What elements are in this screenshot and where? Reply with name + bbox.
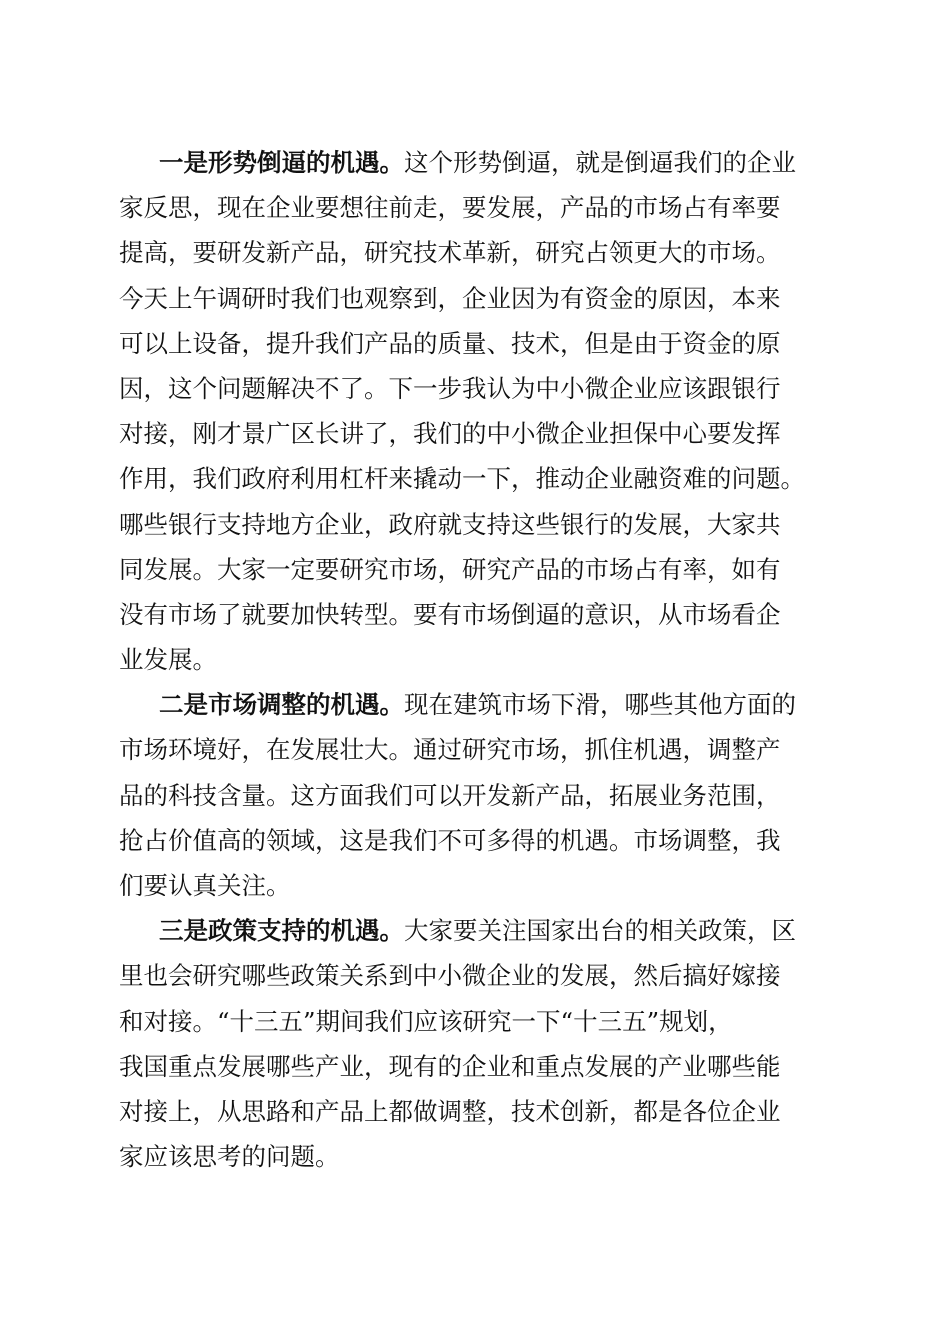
paragraph-line: 里也会研究哪些政策关系到中小微企业的发展，然后搞好嫁接 [119,961,781,991]
paragraph-line: 今天上午调研时我们也观察到，企业因为有资金的原因，本来 [119,283,781,313]
paragraph-heading: 二是市场调整的机遇。 [159,690,404,720]
paragraph-text: 现在建筑市场下滑，哪些其他方面的 [404,690,796,720]
paragraph-line: 没有市场了就要加快转型。要有市场倒逼的意识，从市场看企 [119,599,781,629]
paragraph-1 [119,140,839,682]
paragraph-line: 对接上，从思路和产品上都做调整，技术创新，都是各位企业 [119,1096,781,1126]
paragraph-line: 品的科技含量。这方面我们可以开发新产品，拓展业务范围， [119,780,781,810]
paragraph-text: 大家要关注国家出台的相关政策，区 [404,916,796,946]
paragraph-line: 可以上设备，提升我们产品的质量、技术，但是由于资金的原 [119,328,781,358]
paragraph-line: 抢占价值高的领域，这是我们不可多得的机遇。市场调整，我 [119,825,781,855]
paragraph-line [119,140,839,185]
paragraph-line: 和对接。“十三五”期间我们应该研究一下“十三五”规划， [119,1006,733,1036]
paragraph-heading: 一是形势倒逼的机遇。 [159,148,404,177]
paragraph-line [119,682,839,727]
paragraph-line: 我国重点发展哪些产业，现有的企业和重点发展的产业哪些能 [119,1051,781,1081]
paragraph-3 [119,908,839,1179]
paragraph-line: 家应该思考的问题。 [119,1142,340,1172]
document-body [119,140,839,1179]
paragraph-text: 这个形势倒逼，就是倒逼我们的企业 [404,148,796,177]
paragraph-line: 因，这个问题解决不了。下一步我认为中小微企业应该跟银行 [119,373,781,403]
paragraph-line: 作用，我们政府利用杠杆来撬动一下，推动企业融资难的问题。 [119,464,805,494]
paragraph-line [119,908,839,953]
paragraph-heading: 三是政策支持的机遇。 [159,916,404,946]
paragraph-line: 业发展。 [119,645,217,675]
paragraph-line: 同发展。大家一定要研究市场，研究产品的市场占有率，如有 [119,554,781,584]
paragraph-line: 提高，要研发新产品，研究技术革新，研究占领更大的市场。 [119,238,781,268]
paragraph-line: 家反思，现在企业要想往前走，要发展，产品的市场占有率要 [119,193,781,223]
paragraph-line: 哪些银行支持地方企业，政府就支持这些银行的发展，大家共 [119,509,781,539]
paragraph-2 [119,682,839,908]
paragraph-line: 市场环境好，在发展壮大。通过研究市场，抓住机遇，调整产 [119,735,781,765]
paragraph-line: 们要认真关注。 [119,871,291,900]
paragraph-line: 对接，刚才景广区长讲了，我们的中小微企业担保中心要发挥 [119,419,781,449]
